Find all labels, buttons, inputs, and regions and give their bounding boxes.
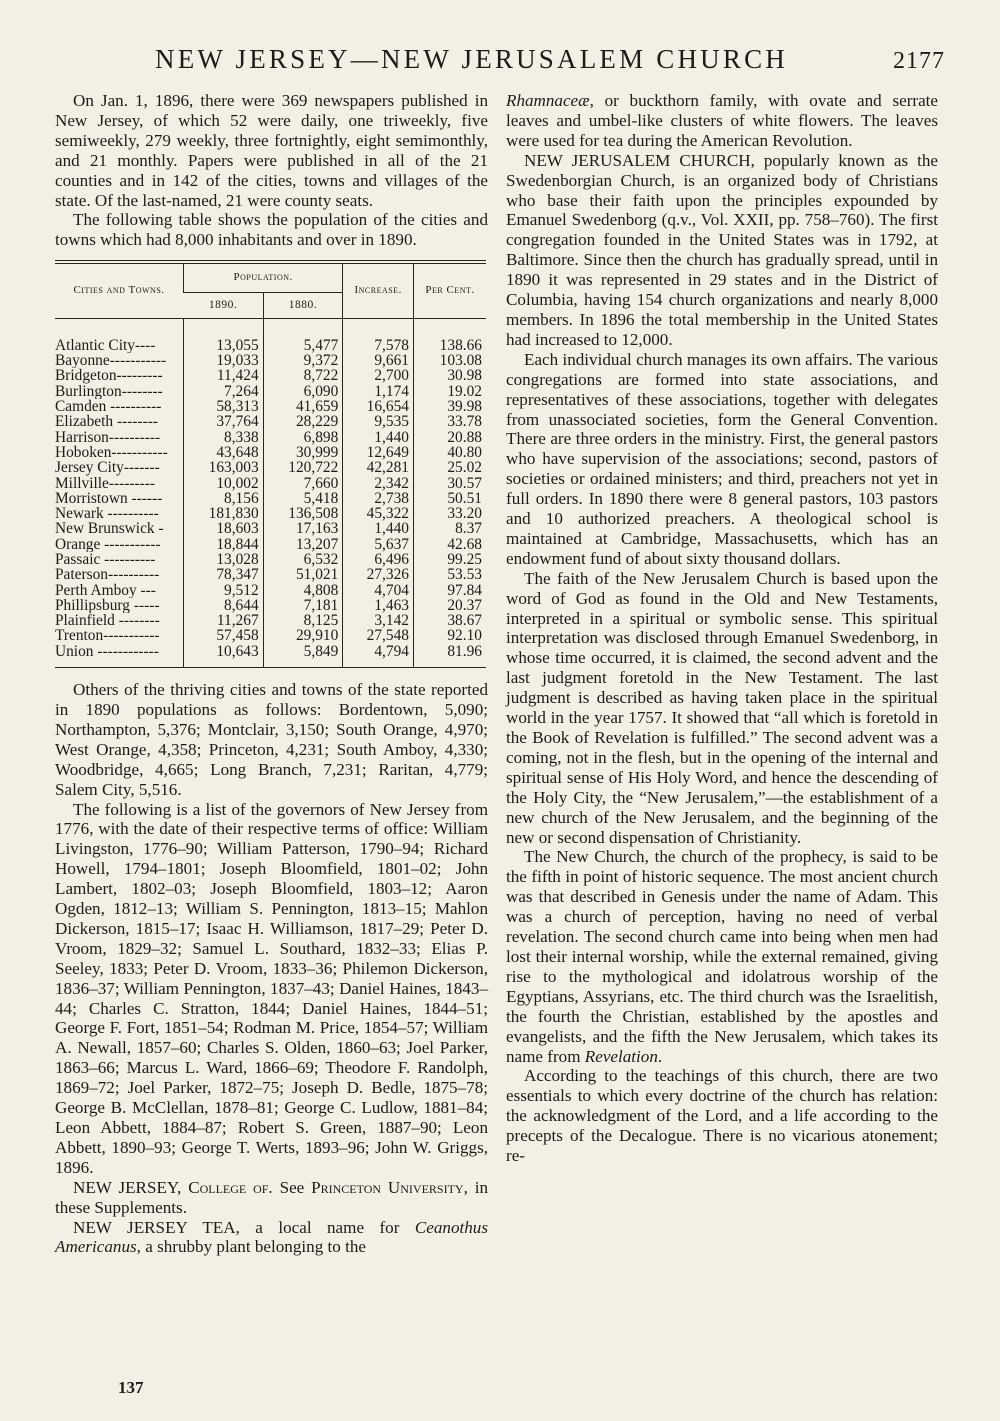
increase: 1,174 [343,384,414,399]
header-cities: Cities and Towns. [55,262,184,318]
city-name: Hoboken----------- [55,444,168,461]
increase: 4,794 [343,644,414,668]
pop-1890: 181,830 [184,506,264,521]
percent: 30.57 [413,476,486,491]
table-row [55,445,486,460]
church-history-end: . [657,1046,663,1066]
increase: 16,654 [343,399,414,414]
pop-1890: 19,033 [184,353,264,368]
city-name: Newark ---------- [55,506,159,522]
pop-1890: 163,003 [184,460,264,475]
college-entry-head: NEW JERSEY, [73,1177,182,1197]
city-name: Bridgeton--------- [55,368,163,384]
tea-continuation [506,91,938,151]
pop-1890: 58,313 [184,399,264,414]
pop-1890: 57,458 [184,628,264,643]
percent: 42.68 [413,537,486,552]
college-entry-title: College of. [188,1177,273,1197]
header-population: Population. [184,262,343,292]
percent: 99.25 [413,552,486,567]
increase: 2,738 [343,491,414,506]
percent: 38.67 [413,613,486,628]
table-row [55,521,486,536]
city-name: Trenton----------- [55,628,160,644]
increase: 45,322 [343,506,414,521]
governors-paragraph: The following is a list of the governors of New Jersey from 1776, with the date of their respective terms of office: William Livingston, 1776–90; William Patterson, 1790–94; Richard Howell, 1794–1801; Joseph Bloomfield, 1801–02; John Lambert, 1802–03; Joseph Bloomfield, 1803–12; Aaron Ogden, 1812–13; William S. Pennington, 1813–15; Mahlon Dickerson, 1815–17; Isaac H. Williamson, 1817–29; Peter D. Vroom, 1829–32; Samuel L. Southard, 1832–33; Elias P. Seeley, 1833; Peter D. Vroom, 1833–36; Philemon Dickerson, 1836–37; William Pennington, 1837–43; Daniel Haines, 1843–44; Charles C. Stratton, 1844; Daniel Haines, 1844–51; George F. Fort, 1851–54; Rodman M. Price, 1854–57; William A. Newall, 1857–60; Charles S. Olden, 1860–63; Joel Parker, 1863–66; Marcus L. Ward, 1866–69; Theodore F. Randolph, 1869–72; Joel Parker, 1872–75; Joseph D. Bedle, 1875–78; George B. McClellan, 1878–81; George C. Ludlow, 1881–84; Leon Abbett, 1884–87; Robert S. Green, 1887–90; Leon Abbett, 1890–93; George T. Werts, 1893–96; John W. Griggs, 1896. [55,799,488,1177]
table-row [55,318,486,353]
table-intro-paragraph: The following table shows the population of the cities and towns which had 8,000 inhabitants and over in 1890. [55,210,488,250]
page-number: 2177 [893,48,945,74]
table-row [55,353,486,368]
church-history-text: The New Church, the church of the prophecy, is said to be the fifth in point of historic sequence. The most ancient church was that described in Genesis under the name of Adam. This was a church of perception, having no need of verbal revelation. The second church came into being when men had lost their internal worship, while the external remained, giving rise to the mythological and idolatrous worship of the Egyptians, Assyrians, etc. The third church was the Israelitish, the fourth the Christian, established by the apostles and evangelists, and the fifth the New Jerusalem, which takes its name from [506,847,938,1066]
city-name: Bayonne----------- [55,353,167,369]
percent: 25.02 [413,460,486,475]
percent: 20.88 [413,430,486,445]
city-name: Phillipsburg ----- [55,597,160,614]
percent: 8.37 [413,521,486,536]
percent: 40.80 [413,445,486,460]
percent: 30.98 [413,368,486,383]
header-increase: Increase. [343,262,414,318]
city-name: Morristown ------ [55,490,163,507]
pop-1880: 5,477 [263,318,343,353]
pop-1880: 51,021 [263,567,343,582]
other-towns-paragraph: Others of the thriving cities and towns of the state reported in 1890 populations as follows: Bordentown, 5,090; Northampton, 5,376; Montclair, 3,150; South Orange, 4,970; West Orange, 4,358; Princeton, 4,231; South Amboy, 4,330; Woodbridge, 4,665; Long Branch, 7,231; Raritan, 4,779; Salem City, 5,516. [55,680,488,799]
pop-1890: 8,644 [184,598,264,613]
percent: 20.37 [413,598,486,613]
increase: 1,463 [343,598,414,613]
table-row [55,506,486,521]
pop-1880: 9,372 [263,353,343,368]
header-percent: Per Cent. [413,262,486,318]
pop-1890: 78,347 [184,567,264,582]
college-entry-tail: , in these Supplements. [55,1177,489,1217]
percent: 39.98 [413,399,486,414]
table-row [55,613,486,628]
pop-1880: 7,181 [263,598,343,613]
family-name: Rhamnaceæ [506,91,590,110]
percent: 33.78 [413,414,486,429]
church-history-paragraph [506,847,938,1066]
pop-1890: 13,028 [184,552,264,567]
pop-1880: 8,722 [263,368,343,383]
tea-entry-species: Ceanothus Americanus [55,1217,488,1257]
table-row [55,644,486,668]
pop-1890: 10,002 [184,476,264,491]
percent: 53.53 [413,567,486,582]
college-entry-see: See [272,1177,312,1197]
pop-1890: 43,648 [184,445,264,460]
left-column [55,91,488,1257]
city-name: Passaic ---------- [55,552,156,568]
pop-1880: 17,163 [263,521,343,536]
signature-mark: 137 [118,1378,144,1397]
city-name: Perth Amboy --- [55,582,156,598]
city-name: Elizabeth -------- [55,414,158,430]
pop-1890: 10,643 [184,644,264,668]
city-name: Orange ----------- [55,536,161,552]
table-row [55,491,486,506]
header-1890: 1890. [184,292,264,318]
church-intro-paragraph: NEW JERUSALEM CHURCH, popularly known as the Swedenborgian Church, is an organized body of Christians who base their faith upon the principles expounded by Emanuel Swedenborg (q.v., Vol. XXII, pp. 758–760). The first congregation founded in the United States was in 1792, at Baltimore. Since then the church has gradually spread, until in 1890 it was represented in 29 states and in the District of Columbia, having 154 church organizations and nearly 8,000 members. In 1896 the total membership in the United States had increased to 12,000. [506,150,938,349]
table-row [55,430,486,445]
percent: 19.02 [413,384,486,399]
table-row [55,476,486,491]
percent: 33.20 [413,506,486,521]
city-name: Plainfield -------- [55,613,160,629]
table-row [55,414,486,429]
table-row [55,598,486,613]
pop-1880: 6,532 [263,552,343,567]
percent: 92.10 [413,628,486,643]
city-name: Burlington-------- [55,383,163,400]
pop-1890: 7,264 [184,384,264,399]
church-teachings-paragraph: According to the teachings of this church, there are two essentials to which every doctrine of the church has relation: the acknowledgment of the Lord, and a life according to the precepts of the Decalogue. There is no vicarious atonement; re- [506,1066,938,1166]
tea-entry-head: NEW JERSEY TEA, [73,1217,240,1237]
city-name: Millville--------- [55,475,155,491]
increase: 27,548 [343,628,414,643]
increase: 4,704 [343,583,414,598]
increase: 6,496 [343,552,414,567]
college-entry-crossref: Princeton University [311,1177,464,1197]
pop-1880: 29,910 [263,628,343,643]
increase: 2,342 [343,476,414,491]
pop-1890: 9,512 [184,583,264,598]
table-row [55,537,486,552]
pop-1880: 28,229 [263,414,343,429]
pop-1880: 5,418 [263,491,343,506]
running-header: NEW JERSEY—NEW JERUSALEM CHURCH [155,44,788,74]
increase: 1,440 [343,521,414,536]
pop-1880: 13,207 [263,537,343,552]
pop-1880: 41,659 [263,399,343,414]
header-1880: 1880. [263,292,343,318]
increase: 3,142 [343,613,414,628]
pop-1890: 37,764 [184,414,264,429]
increase: 1,440 [343,430,414,445]
pop-1880: 7,660 [263,476,343,491]
city-name: Camden ---------- [55,399,162,415]
pop-1890: 11,424 [184,368,264,383]
percent: 97.84 [413,583,486,598]
pop-1880: 120,722 [263,460,343,475]
increase: 7,578 [343,318,414,353]
tea-entry-text-b: , a shrubby plant belonging to the [136,1237,366,1257]
pop-1880: 5,849 [263,644,343,668]
pop-1890: 13,055 [184,318,264,353]
table-row [55,368,486,383]
percent: 81.96 [413,644,486,668]
pop-1890: 8,156 [184,491,264,506]
college-entry [55,1178,488,1218]
increase: 42,281 [343,460,414,475]
city-name: New Brunswick - [55,521,164,537]
table-row [55,384,486,399]
pop-1890: 18,844 [184,537,264,552]
increase: 12,649 [343,445,414,460]
pop-1890: 8,338 [184,430,264,445]
table-row [55,552,486,567]
pop-1880: 8,125 [263,613,343,628]
city-name: Atlantic City---- [55,336,156,354]
church-faith-paragraph: The faith of the New Jerusalem Church is based upon the word of God as found in the Old and New Testaments, interpreted in a spiritual or symbolic sense. This spiritual interpretation was disclosed through Emanuel Swedenborg, in whose time occurred, it is claimed, the second advent and the last judgment foretold in the New Testament. The last judgment is described as having taken place in the spiritual world in the year 1757. It showed that “all which is foretold in the Book of Revelation is fulfilled.” The second advent was a coming, not in the flesh, but in the opening of the internal and spiritual sense of His Holy Word, and hence the descending of the Holy City, the “New Jerusalem,”—the establishment of a new church of the New Jerusalem, and the beginning of the new or second dispensation of Christianity. [506,568,938,847]
pop-1880: 6,898 [263,430,343,445]
population-table [55,260,486,668]
table-row [55,460,486,475]
pop-1880: 4,808 [263,583,343,598]
increase: 9,661 [343,353,414,368]
city-name: Harrison---------- [55,429,161,445]
city-name: Jersey City------- [55,460,160,476]
city-name: Paterson---------- [55,567,160,583]
revelation-ref: Revelation [584,1046,658,1066]
pop-1880: 6,090 [263,384,343,399]
pop-1880: 136,508 [263,506,343,521]
church-organization-paragraph: Each individual church manages its own affairs. The various congregations are formed into state associations, and representatives of these associations, together with delegates from unassociated societies, form the General Convention. There are three orders in the ministry. First, the general pastors who have supervision of the associations; second, pastors of societies or ordained ministers; and third, preachers not yet in full orders. In 1890 there were 8 general pastors, 103 pastors and 10 authorized preachers. A theological school is maintained at Cambridge, Massachusetts, which has an endowment fund of about sixty thousand dollars. [506,349,938,568]
newspapers-paragraph: On Jan. 1, 1896, there were 369 newspapers published in New Jersey, of which 52 were daily, one triweekly, five semiweekly, 279 weekly, three fortnightly, eight semimonthly, and 21 monthly. Papers were published in all of the 21 counties and in 142 of the cities, towns and villages of the state. Of the last-named, 21 were county seats. [55,91,488,210]
pop-1890: 18,603 [184,521,264,536]
increase: 9,535 [343,414,414,429]
tea-entry [55,1218,488,1258]
tea-continuation-text: , or buckthorn family, with ovate and serrate leaves and umbel-like clusters of white flowers. The leaves were used for tea during the American Revolution. [506,91,938,150]
table-row [55,628,486,643]
percent: 50.51 [413,491,486,506]
increase: 2,700 [343,368,414,383]
tea-entry-text-a: a local name for [239,1217,415,1237]
percent: 103.08 [413,353,486,368]
city-name: Union ------------ [55,644,184,668]
table-row [55,567,486,582]
increase: 27,326 [343,567,414,582]
increase: 5,637 [343,537,414,552]
table-row [55,399,486,414]
table-row [55,583,486,598]
right-column [506,91,938,1166]
pop-1880: 30,999 [263,445,343,460]
percent: 138.66 [413,318,486,353]
pop-1890: 11,267 [184,613,264,628]
population-table-body [55,318,486,667]
